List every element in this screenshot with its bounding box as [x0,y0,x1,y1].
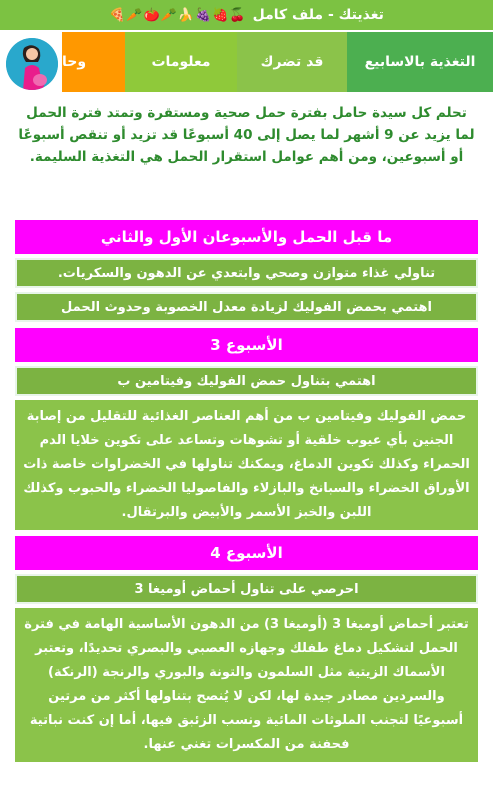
section-heading: الأسبوع 4 [15,536,478,570]
avatar-container[interactable] [0,32,62,92]
info-paragraph: حمض الفوليك وفيتامين ب من أهم العناصر الغذائية للتقليل من إصابة الجنين بأي عيوب خلقية أو تشوهات وتساعد على تكوين خلايا الدم الحمراء وكذلك تكوين الدماغ، ويمكنك تناولها في الخضراوات خاصة ذات الأوراق الخضراء والسبانخ والبازلاء والفاصوليا الخضراء والحبوب وكذلك اللبن والخبز الأسمر والأبيض والبرتقال. [15,400,478,530]
fruits-decoration-icon: 🍒🍓🍇🍌🥕🍅🥕🍕 [109,7,247,23]
tab-cravings[interactable] [62,32,125,92]
info-paragraph: تعتبر أحماض أوميغا 3 (أوميغا 3) من الدهون الأساسية الهامة في فترة الحمل لتشكيل دماغ طفلك وجهازه العصبي والبصري تحديدًا، وتعتبر الأسماك الزيتية مثل السلمون والتونة والبوري والرنجة (الرنكة) والسردين مصادر جيدة لها، لكن لا يُنصح بتناولها أكثر من مرتين أسبوعيًا لتجنب الملوثات المائية ونسب الزئبق فيها، أما إن كنت نباتية فحفنة من المكسرات تغني عنها. [15,608,478,762]
tip-bar: اهتمي بحمض الفوليك لزيادة معدل الخصوبة وحدوث الحمل [15,292,478,322]
app-title-bar [0,0,493,32]
tip-bar: تناولي غذاء متوازن وصحي وابتعدي عن الدهون والسكريات. [15,258,478,288]
tab-nutrition-by-weeks[interactable] [347,32,493,92]
section-heading: الأسبوع 3 [15,328,478,362]
tab-label: التغذية بالاسابيع [364,54,476,70]
tab-label: وحا [62,54,87,70]
tab-label: معلومات [151,54,211,70]
tab-information[interactable] [125,32,237,92]
tab-bar [0,32,493,92]
tab-may-harm-you[interactable] [237,32,347,92]
pregnant-woman-avatar-icon[interactable] [6,38,58,90]
tab-label: قد تضرك [260,54,324,70]
tip-bar: اهتمي بتناول حمض الفوليك وفيتامين ب [15,366,478,396]
section-heading: ما قبل الحمل والأسبوعان الأول والثاني [15,220,478,254]
tip-bar: احرصي على تناول أحماض أوميغا 3 [15,574,478,604]
intro-paragraph: تحلم كل سيدة حامل بفترة حمل صحية ومستقرة وتمتد فترة الحمل لما يزيد عن 9 أشهر لما يصل إلى 40 أسبوعًا قد تزيد أو تنقص أسبوعًا أو أسبوعين، ومن أهم عوامل استقرار الحمل هي التغذية السليمة. [18,105,475,165]
app-title: تغذيتك - ملف كامل [252,7,384,23]
